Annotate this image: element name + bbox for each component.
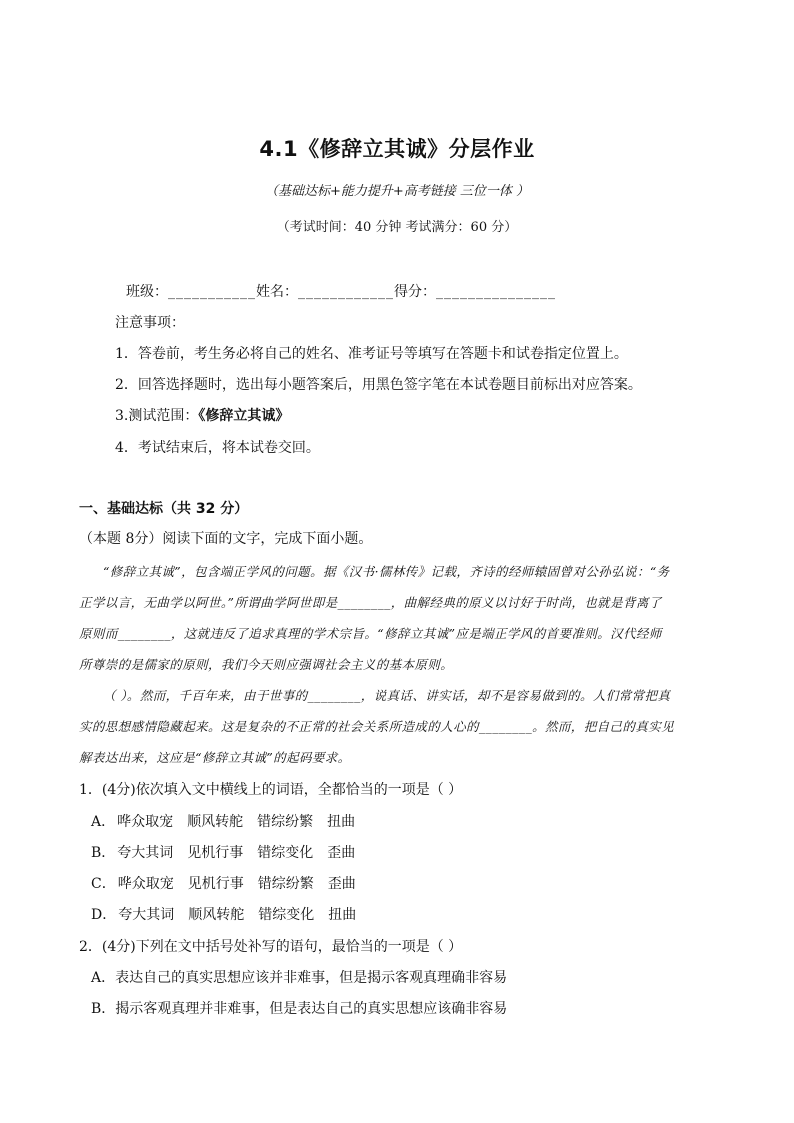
q1-option-a[interactable] bbox=[91, 811, 369, 831]
page-subtitle: （基础达标+能力提升+高考链接 三位一体 ） bbox=[264, 184, 530, 199]
option-word: 扭曲 bbox=[327, 814, 356, 830]
q1-option-b[interactable] bbox=[91, 842, 369, 862]
option-word: 歪曲 bbox=[327, 845, 356, 861]
score-blank: _______________ bbox=[436, 284, 556, 300]
option-letter: D． bbox=[91, 907, 117, 923]
passage-line: 所尊崇的是儒家的原则，我们今天则应强调社会主义的基本原则。 bbox=[79, 657, 454, 672]
option-word: 扭曲 bbox=[328, 907, 357, 923]
notice-heading: 注意事项： bbox=[115, 315, 185, 331]
passage-line: 解表达出来，这应是“修辞立其诚”的起码要求。 bbox=[79, 750, 351, 765]
option-word: 错综纷繁 bbox=[257, 876, 314, 892]
q2-option-a[interactable]: A．表达自己的真实思想应该并非难事，但是揭示客观真理确非容易 bbox=[91, 970, 508, 986]
option-word: 夸大其词 bbox=[117, 845, 174, 861]
name-blank: ____________ bbox=[298, 284, 394, 300]
test-scope: 《修辞立其诚》 bbox=[198, 408, 290, 424]
passage-line: （ ）。然而，千百年来，由于世事的________，说真话、讲实话，却不是容易做到的。人们常常把真 bbox=[103, 688, 671, 703]
option-word: 顺风转舵 bbox=[188, 907, 245, 923]
option-word: 歪曲 bbox=[327, 876, 356, 892]
passage-line: 实的思想感情隐藏起来。这是复杂的不正常的社会关系所造成的人心的________。然而，把自己的真实见 bbox=[79, 719, 675, 734]
class-blank: ___________ bbox=[168, 284, 256, 300]
question-1-stem: 1．(4分)依次填入文中横线上的词语，全都恰当的一项是（ ） bbox=[79, 782, 463, 798]
notice-item bbox=[115, 405, 289, 425]
option-word: 错综变化 bbox=[258, 907, 315, 923]
q1-option-c[interactable] bbox=[91, 873, 370, 893]
option-word: 夸大其词 bbox=[118, 907, 175, 923]
passage-line: “修辞立其诚”，包含端正学风的问题。据《汉书·儒林传》记载，齐诗的经师辕固曾对公孙弘说：“务 bbox=[103, 564, 670, 579]
option-word: 哗众取宠 bbox=[117, 814, 174, 830]
option-word: 错综变化 bbox=[257, 845, 314, 861]
notice-item: 2．回答选择题时，选出每小题答案后，用黑色签字笔在本试卷题目前标出对应答案。 bbox=[115, 377, 642, 393]
score-label: 得分： bbox=[394, 284, 436, 300]
option-word: 见机行事 bbox=[187, 876, 244, 892]
name-label: 姓名： bbox=[256, 284, 298, 300]
student-info-line bbox=[126, 281, 556, 301]
option-word: 错综纷繁 bbox=[257, 814, 314, 830]
option-letter: C． bbox=[91, 876, 116, 892]
exam-info: （考试时间：40 分钟 考试满分：60 分） bbox=[276, 220, 518, 235]
passage-line: 原则而________，这就违反了追求真理的学术宗旨。“修辞立其诚”应是端正学风的首要准则。汉代经师 bbox=[79, 626, 662, 641]
passage-line: 正学以言，无曲学以阿世。”所谓曲学阿世即是________，曲解经典的原义以讨好于时尚，也就是背离了 bbox=[79, 595, 662, 610]
notice-item: 4．考试结束后，将本试卷交回。 bbox=[115, 440, 320, 456]
q2-option-b[interactable]: B．揭示客观真理并非难事，但是表达自己的真实思想应该确非容易 bbox=[91, 1001, 508, 1017]
q1-option-d[interactable] bbox=[91, 904, 370, 924]
reading-intro: （本题 8分）阅读下面的文字，完成下面小题。 bbox=[79, 531, 373, 547]
page-title: 4.1《修辞立其诚》分层作业 bbox=[259, 137, 535, 161]
option-word: 顺风转舵 bbox=[187, 814, 244, 830]
option-word: 见机行事 bbox=[187, 845, 244, 861]
section-heading: 一、基础达标（共 32 分） bbox=[79, 501, 249, 517]
option-letter: A． bbox=[91, 814, 116, 830]
question-2-stem: 2．(4分)下列在文中括号处补写的语句，最恰当的一项是（ ） bbox=[79, 939, 463, 955]
class-label: 班级： bbox=[126, 284, 168, 300]
option-letter: B． bbox=[91, 845, 116, 861]
option-word: 哗众取宠 bbox=[117, 876, 174, 892]
notice-item: 1．答卷前，考生务必将自己的姓名、准考证号等填写在答题卡和试卷指定位置上。 bbox=[115, 346, 628, 362]
notice-item-prefix: 3.测试范围： bbox=[115, 408, 199, 424]
